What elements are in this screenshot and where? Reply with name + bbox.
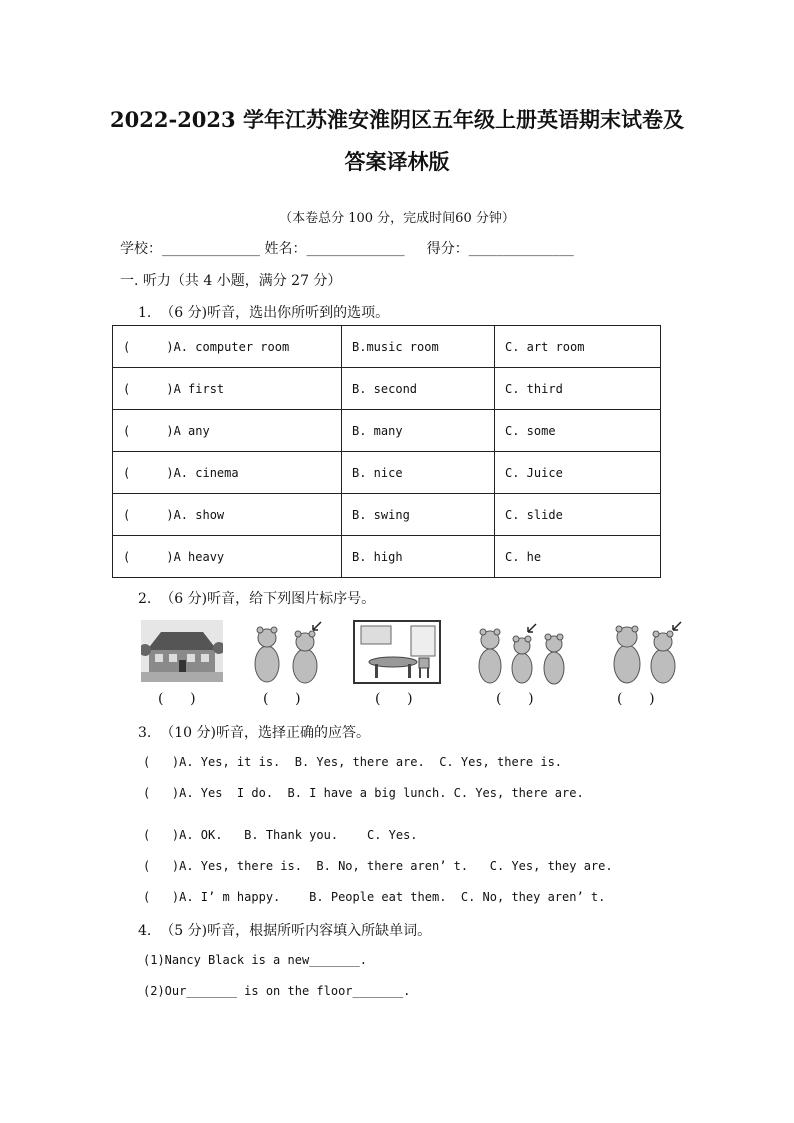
q2-prompt: 2. （6 分)听音，给下列图片标序号。 [138,591,376,607]
q3-item: ( )A. Yes, there is. B. No, there aren’ t. C. Yes, they are. [143,859,613,873]
q3-item: ( )A. I’ m happy. B. People eat them. C. No, they aren’ t. [143,890,606,904]
option-cell: C. third [495,368,661,410]
option-cell: C. some [495,410,661,452]
table-row [113,494,661,536]
q4-item: (1)Nancy Black is a new_______. [143,953,367,967]
page-title-line1: 2022-2023 学年江苏淮安淮阴区五年级上册英语期末试卷及 [110,107,684,132]
picture-number-blank[interactable]: ( ) [158,691,196,707]
option-cell: C. he [495,536,661,578]
q1-prompt: 1. （6 分)听音，选出你所听到的选项。 [138,305,390,321]
option-cell: B. nice [342,452,495,494]
q3-prompt: 3. （10 分)听音，选择正确的应答。 [138,725,370,741]
option-cell: B. second [342,368,495,410]
picture-number-blank[interactable]: ( ) [496,691,534,707]
table-row [113,452,661,494]
option-cell: B.music room [342,326,495,368]
two-bears-picture [243,620,327,686]
page-title-line2: 答案译林版 [344,149,450,174]
option-cell: ( )A any [113,410,342,452]
table-row [113,536,661,578]
exam-note: （本卷总分 100 分，完成时间60 分钟） [279,211,515,226]
student-info-line: 学校：______________ 姓名：______________ 得分：_______________ [120,241,574,257]
q4-prompt: 4. （5 分)听音，根据所听内容填入所缺单词。 [138,923,432,939]
option-cell: ( )A. computer room [113,326,342,368]
q3-item: ( )A. Yes, it is. B. Yes, there are. C. Yes, there is. [143,755,563,769]
picture-number-blank[interactable]: ( ) [263,691,301,707]
option-cell: C. Juice [495,452,661,494]
picture-number-blank[interactable]: ( ) [617,691,655,707]
picture-number-blank[interactable]: ( ) [375,691,413,707]
room-picture [353,620,441,684]
option-cell: ( )A. show [113,494,342,536]
option-cell: C. art room [495,326,661,368]
option-cell: C. slide [495,494,661,536]
q3-item: ( )A. Yes I do. B. I have a big lunch. C. Yes, there are. [143,786,584,800]
two-bears-picture-2 [607,620,687,686]
option-cell: ( )A. cinema [113,452,342,494]
house-picture [141,620,223,682]
q3-item: ( )A. OK. B. Thank you. C. Yes. [143,828,418,842]
table-row [113,326,661,368]
option-cell: ( )A heavy [113,536,342,578]
table-row [113,368,661,410]
option-cell: B. high [342,536,495,578]
q1-options-table [112,325,661,578]
three-bears-picture [474,620,572,686]
option-cell: B. swing [342,494,495,536]
q4-item: (2)Our_______ is on the floor_______. [143,984,411,998]
table-row [113,410,661,452]
option-cell: ( )A first [113,368,342,410]
option-cell: B. many [342,410,495,452]
section-listening-heading: 一. 听力（共 4 小题，满分 27 分） [120,273,342,289]
